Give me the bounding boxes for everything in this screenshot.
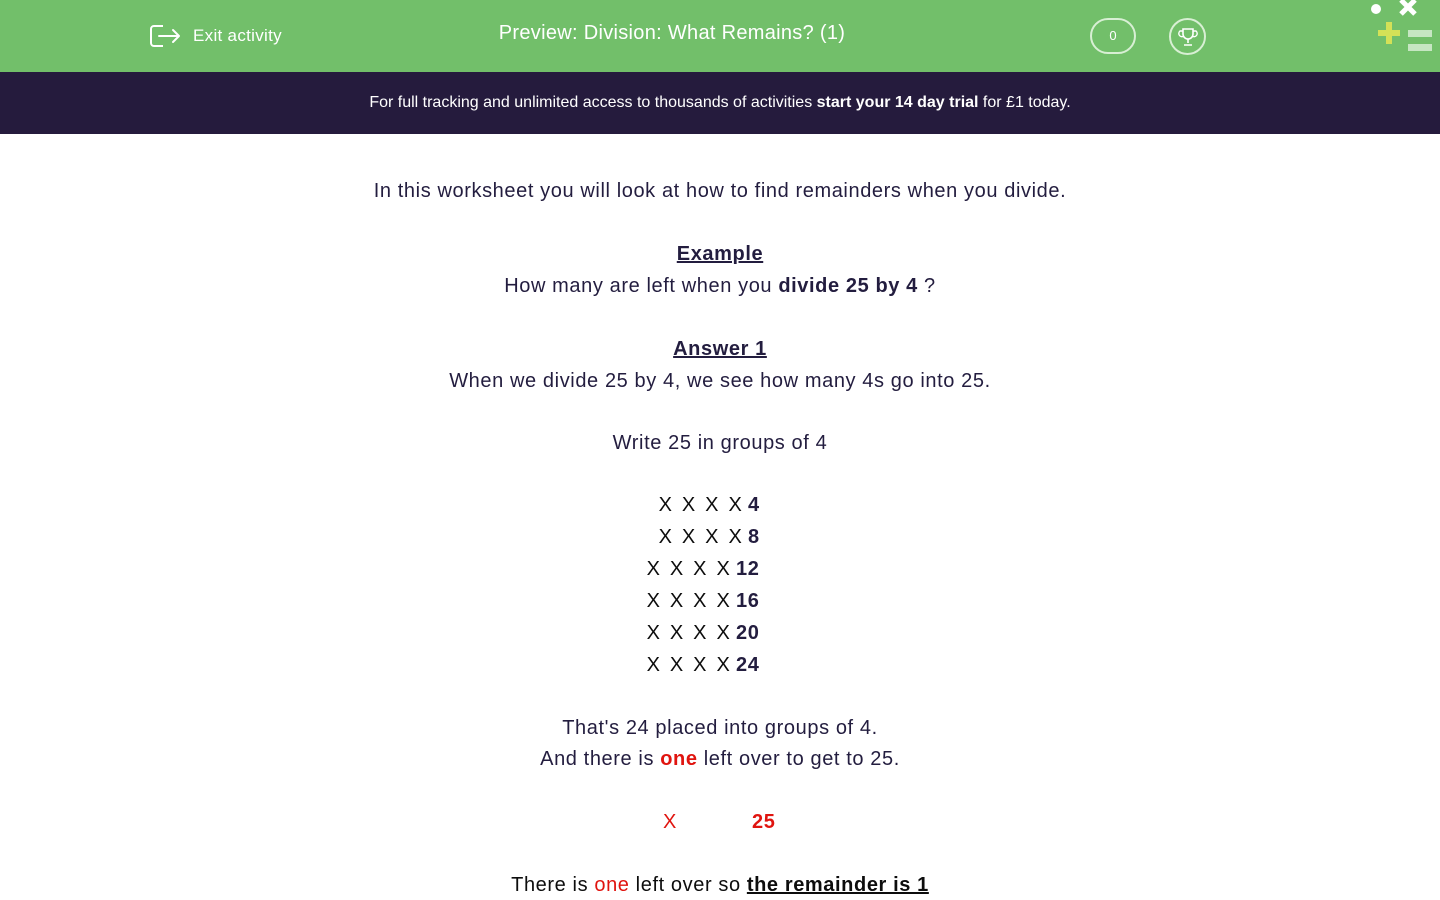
remainder-total: 25 — [752, 811, 776, 833]
remainder-mark: X — [663, 811, 677, 833]
conclusion-text: There is one left over so the remainder is 1 — [511, 874, 929, 896]
exit-activity-label: Exit activity — [193, 26, 282, 45]
top-bar — [0, 0, 1440, 72]
group-row: X X X X 16 — [646, 590, 760, 612]
trophy-button[interactable] — [1169, 18, 1206, 55]
trophy-icon — [1177, 26, 1199, 48]
page-title: Preview: Division: What Remains? (1) — [498, 22, 846, 44]
start-trial-link[interactable]: start your 14 day trial — [816, 94, 979, 111]
group-row: X X X X 4 — [658, 494, 760, 516]
leftover-text: And there is one left over to get to 25. — [540, 748, 900, 770]
answer-text: When we divide 25 by 4, we see how many 4s go into 25. — [449, 370, 991, 392]
banner-text: For full tracking and unlimited access to thousands of activities — [369, 94, 817, 111]
group-row: X X X X 8 — [658, 526, 760, 548]
group-row: X X X X 24 — [646, 654, 760, 676]
placed-text: That's 24 placed into groups of 4. — [562, 717, 878, 739]
answer-heading: Answer 1 — [673, 338, 767, 360]
score-badge: 0 — [1090, 18, 1136, 54]
example-question: How many are left when you divide 25 by 4 ? — [504, 275, 936, 297]
logo-icon — [1366, 0, 1440, 60]
example-heading: Example — [676, 243, 764, 265]
trial-banner — [0, 72, 1440, 134]
group-row: X X X X 20 — [646, 622, 760, 644]
instruction-text: Write 25 in groups of 4 — [612, 432, 828, 454]
intro-text: In this worksheet you will look at how to find remainders when you divide. — [373, 180, 1067, 202]
banner-text-end: for £1 today. — [978, 94, 1071, 111]
group-row: X X X X 12 — [646, 558, 760, 580]
